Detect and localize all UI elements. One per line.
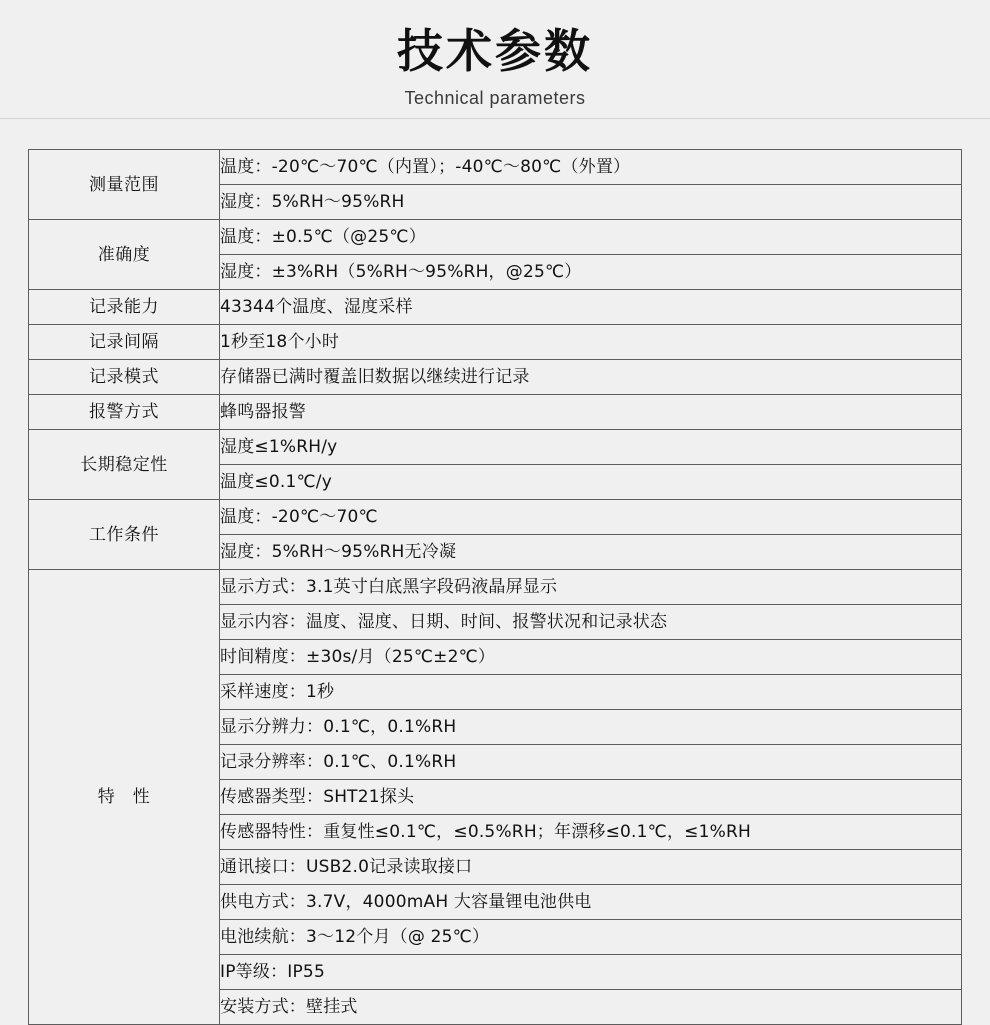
spec-value-cell: 传感器类型：SHT21探头: [220, 780, 962, 815]
spec-label-cell: 记录模式: [29, 360, 220, 395]
table-row: [29, 220, 962, 255]
spec-label-cell: 记录间隔: [29, 325, 220, 360]
spec-value-cell: 显示分辨力：0.1℃，0.1%RH: [220, 710, 962, 745]
table-row: [29, 570, 962, 605]
spec-label-cell: 特 性: [29, 570, 220, 1025]
spec-value-cell: 温度：-20℃～70℃（内置）；-40℃～80℃（外置）: [220, 150, 962, 185]
spec-value-cell: 湿度≤1%RH/y: [220, 430, 962, 465]
spec-value-cell: 安装方式：壁挂式: [220, 990, 962, 1025]
spec-label-cell: 长期稳定性: [29, 430, 220, 500]
spec-value-cell: 湿度：5%RH～95%RH无冷凝: [220, 535, 962, 570]
spec-value-cell: 蜂鸣器报警: [220, 395, 962, 430]
spec-value-cell: 湿度：5%RH～95%RH: [220, 185, 962, 220]
spec-value-cell: 采样速度：1秒: [220, 675, 962, 710]
spec-value-cell: 显示内容：温度、湿度、日期、时间、报警状况和记录状态: [220, 605, 962, 640]
spec-value-cell: 存储器已满时覆盖旧数据以继续进行记录: [220, 360, 962, 395]
page-subtitle: Technical parameters: [404, 88, 586, 108]
spec-value-cell: 温度：-20℃～70℃: [220, 500, 962, 535]
spec-value-cell: 电池续航：3～12个月（@ 25℃）: [220, 920, 962, 955]
table-row: [29, 430, 962, 465]
spec-label-cell: 准确度: [29, 220, 220, 290]
spec-value-cell: 时间精度：±30s/月（25℃±2℃）: [220, 640, 962, 675]
spec-value-cell: 显示方式：3.1英寸白底黑字段码液晶屏显示: [220, 570, 962, 605]
table-row: [29, 150, 962, 185]
table-row: [29, 500, 962, 535]
page-header: [0, 0, 990, 118]
spec-label-cell: 记录能力: [29, 290, 220, 325]
spec-value-cell: IP等级：IP55: [220, 955, 962, 990]
table-row: [29, 290, 962, 325]
spec-value-cell: 湿度：±3%RH（5%RH～95%RH，@25℃）: [220, 255, 962, 290]
page-title: 技术参数: [397, 24, 593, 78]
spec-value-cell: 传感器特性：重复性≤0.1℃，≤0.5%RH；年漂移≤0.1℃，≤1%RH: [220, 815, 962, 850]
spec-value-cell: 温度：±0.5℃（@25℃）: [220, 220, 962, 255]
spec-value-cell: 43344个温度、湿度采样: [220, 290, 962, 325]
table-row: [29, 395, 962, 430]
spec-table: [28, 149, 962, 1025]
spec-value-cell: 1秒至18个小时: [220, 325, 962, 360]
spec-value-cell: 记录分辨率：0.1℃、0.1%RH: [220, 745, 962, 780]
spec-label-cell: 报警方式: [29, 395, 220, 430]
table-row: [29, 325, 962, 360]
spec-table-body: [29, 150, 962, 1025]
spec-value-cell: 通讯接口：USB2.0记录读取接口: [220, 850, 962, 885]
table-row: [29, 360, 962, 395]
spec-label-cell: 测量范围: [29, 150, 220, 220]
spec-table-container: [0, 119, 990, 1025]
spec-label-cell: 工作条件: [29, 500, 220, 570]
spec-value-cell: 温度≤0.1℃/y: [220, 465, 962, 500]
spec-value-cell: 供电方式：3.7V，4000mAH 大容量锂电池供电: [220, 885, 962, 920]
